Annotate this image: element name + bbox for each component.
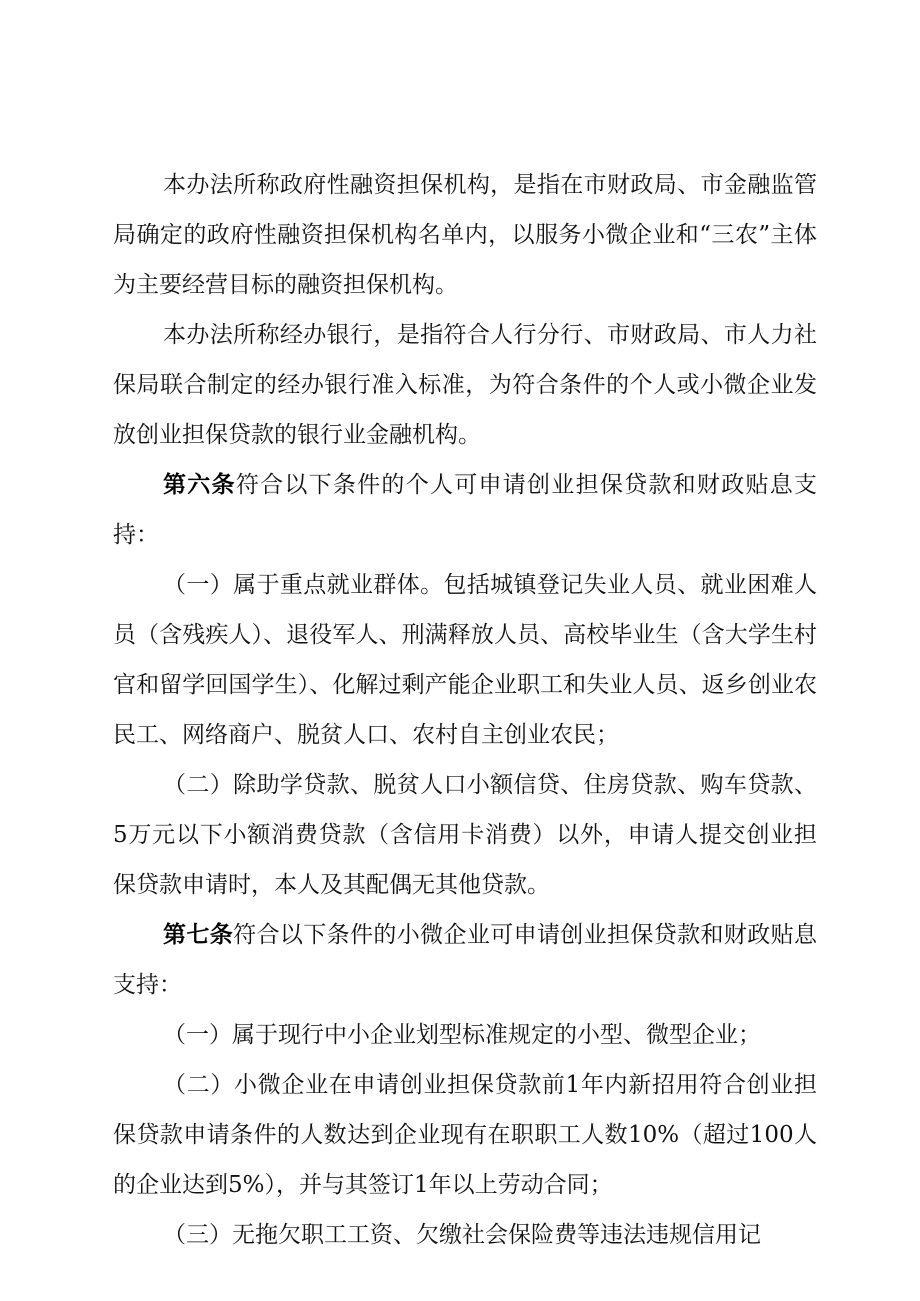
paragraph-text: 符合以下条件的小微企业可申请创业担保贷款和财政贴息支持：: [113, 922, 818, 998]
paragraph-text: 符合以下条件的个人可申请创业担保贷款和财政贴息支持：: [113, 472, 818, 548]
paragraph-text: （一）属于重点就业群体。包括城镇登记失业人员、就业困难人员（含残疾人）、退役军人、刑满释放人员、高校毕业生（含大学生村官和留学回国学生）、化解过剩产能企业职工和失业人员、返乡创业农民工、网络商户、脱贫人口、农村自主创业农民；: [113, 572, 817, 748]
article-6-item-1: [113, 560, 817, 760]
paragraph-text: （一）属于现行中小企业划型标准规定的小型、微型企业；: [163, 1022, 761, 1048]
paragraph-text: （二）小微企业在申请创业担保贷款前1年内新招用符合创业担保贷款申请条件的人数达到企业现有在职职工人数10%（超过100人的企业达到5%），并与其签订1年以上劳动合同；: [113, 1072, 817, 1198]
paragraph-guarantee-institution-definition: [113, 160, 817, 310]
paragraph-text: 本办法所称政府性融资担保机构，是指在市财政局、市金融监管局确定的政府性融资担保机构名单内，以服务小微企业和“三农”主体为主要经营目标的融资担保机构。: [113, 172, 817, 298]
paragraph-text: 本办法所称经办银行，是指符合人行分行、市财政局、市人力社保局联合制定的经办银行准入标准，为符合条件的个人或小微企业发放创业担保贷款的银行业金融机构。: [113, 322, 817, 448]
paragraph-text: （二）除助学贷款、脱贫人口小额信贷、住房贷款、购车贷款、5万元以下小额消费贷款（含信用卡消费）以外，申请人提交创业担保贷款申请时，本人及其配偶无其他贷款。: [113, 772, 817, 898]
article-6: [113, 460, 817, 560]
paragraph-handling-bank-definition: [113, 310, 817, 460]
article-7-item-3: [113, 1210, 817, 1260]
article-7-item-2: [113, 1060, 817, 1210]
article-7-item-1: [113, 1010, 817, 1060]
paragraph-text: （三）无拖欠职工工资、欠缴社会保险费等违法违规信用记: [163, 1222, 761, 1248]
article-7: [113, 910, 817, 1010]
document-body: [113, 160, 817, 1260]
article-6-item-2: [113, 760, 817, 910]
article-heading: 第七条: [163, 922, 234, 948]
article-heading: 第六条: [163, 472, 236, 498]
